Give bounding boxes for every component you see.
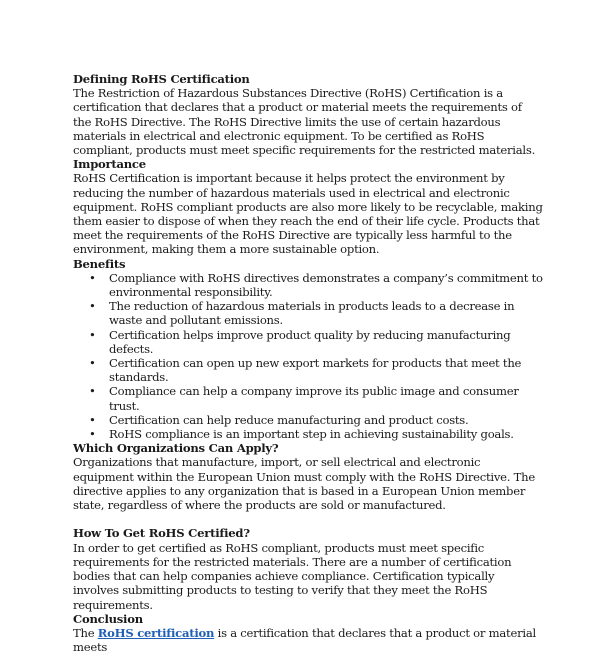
rohs-certification-link[interactable]: RoHS certification	[97, 625, 215, 640]
list-item: • Certification helps improve product quality by reducing manufacturing defects.	[109, 328, 543, 356]
list-item: • The reduction of hazardous materials in products leads to a decrease in waste and pollutant emissions.	[109, 299, 543, 327]
heading-benefits: Benefits	[73, 256, 126, 271]
list-item: • Compliance can help a company improve its public image and consumer trust.	[109, 384, 543, 412]
heading-how-to: How To Get RoHS Certified?	[73, 526, 250, 541]
paragraph-organizations: Organizations that manufacture, import, or sell electrical and electronic equipment within the European Union must comply with the RoHS Directive. The directive applies to any organization that is based in a European Union member state, regardless of where the products are sold or manufactured.	[73, 455, 535, 513]
conclusion-suffix: is a certification that declares that a product or material meets	[73, 625, 536, 654]
conclusion-prefix: The	[73, 625, 98, 640]
list-item: • RoHS compliance is an important step in achieving sustainability goals.	[109, 427, 543, 441]
paragraph-conclusion	[73, 626, 543, 654]
heading-organizations: Which Organizations Can Apply?	[73, 441, 279, 456]
heading-importance: Importance	[73, 157, 146, 172]
heading-conclusion: Conclusion	[73, 611, 143, 626]
spacer	[73, 512, 543, 526]
paragraph-defining: The Restriction of Hazardous Substances Directive (RoHS) Certification is a certification that declares that a product or material meets the requirements of the RoHS Directive. The RoHS Directive limits the use of certain hazardous materials in electrical and electronic equipment. To be certified as RoHS compliant, products must meet specific requirements for the restricted materials.	[73, 86, 536, 158]
list-item: • Certification can open up new export markets for products that meet the standards.	[109, 356, 543, 384]
paragraph-importance: RoHS Certification is important because it helps protect the environment by reducing the number of hazardous materials used in electrical and electronic equipment. RoHS compliant products are also more likely to be recyclable, making them easier to dispose of when they reach the end of their life cycle. Products that meet the requirements of the RoHS Directive are typically less harmful to the environment, making them a more sustainable option.	[73, 171, 543, 257]
list-item: • Certification can help reduce manufacturing and product costs.	[109, 413, 543, 427]
benefits-list	[73, 271, 543, 441]
paragraph-how-to: In order to get certified as RoHS compliant, products must meet specific requirements for the restricted materials. There are a number of certification bodies that can help companies achieve compliance. Certification typically involves submitting products to testing to verify that they meet the RoHS requirements.	[73, 540, 512, 612]
heading-defining: Defining RoHS Certification	[73, 72, 250, 86]
list-item: • Compliance with RoHS directives demonstrates a company’s commitment to environmental responsibility.	[109, 271, 543, 299]
document-page	[73, 72, 543, 654]
